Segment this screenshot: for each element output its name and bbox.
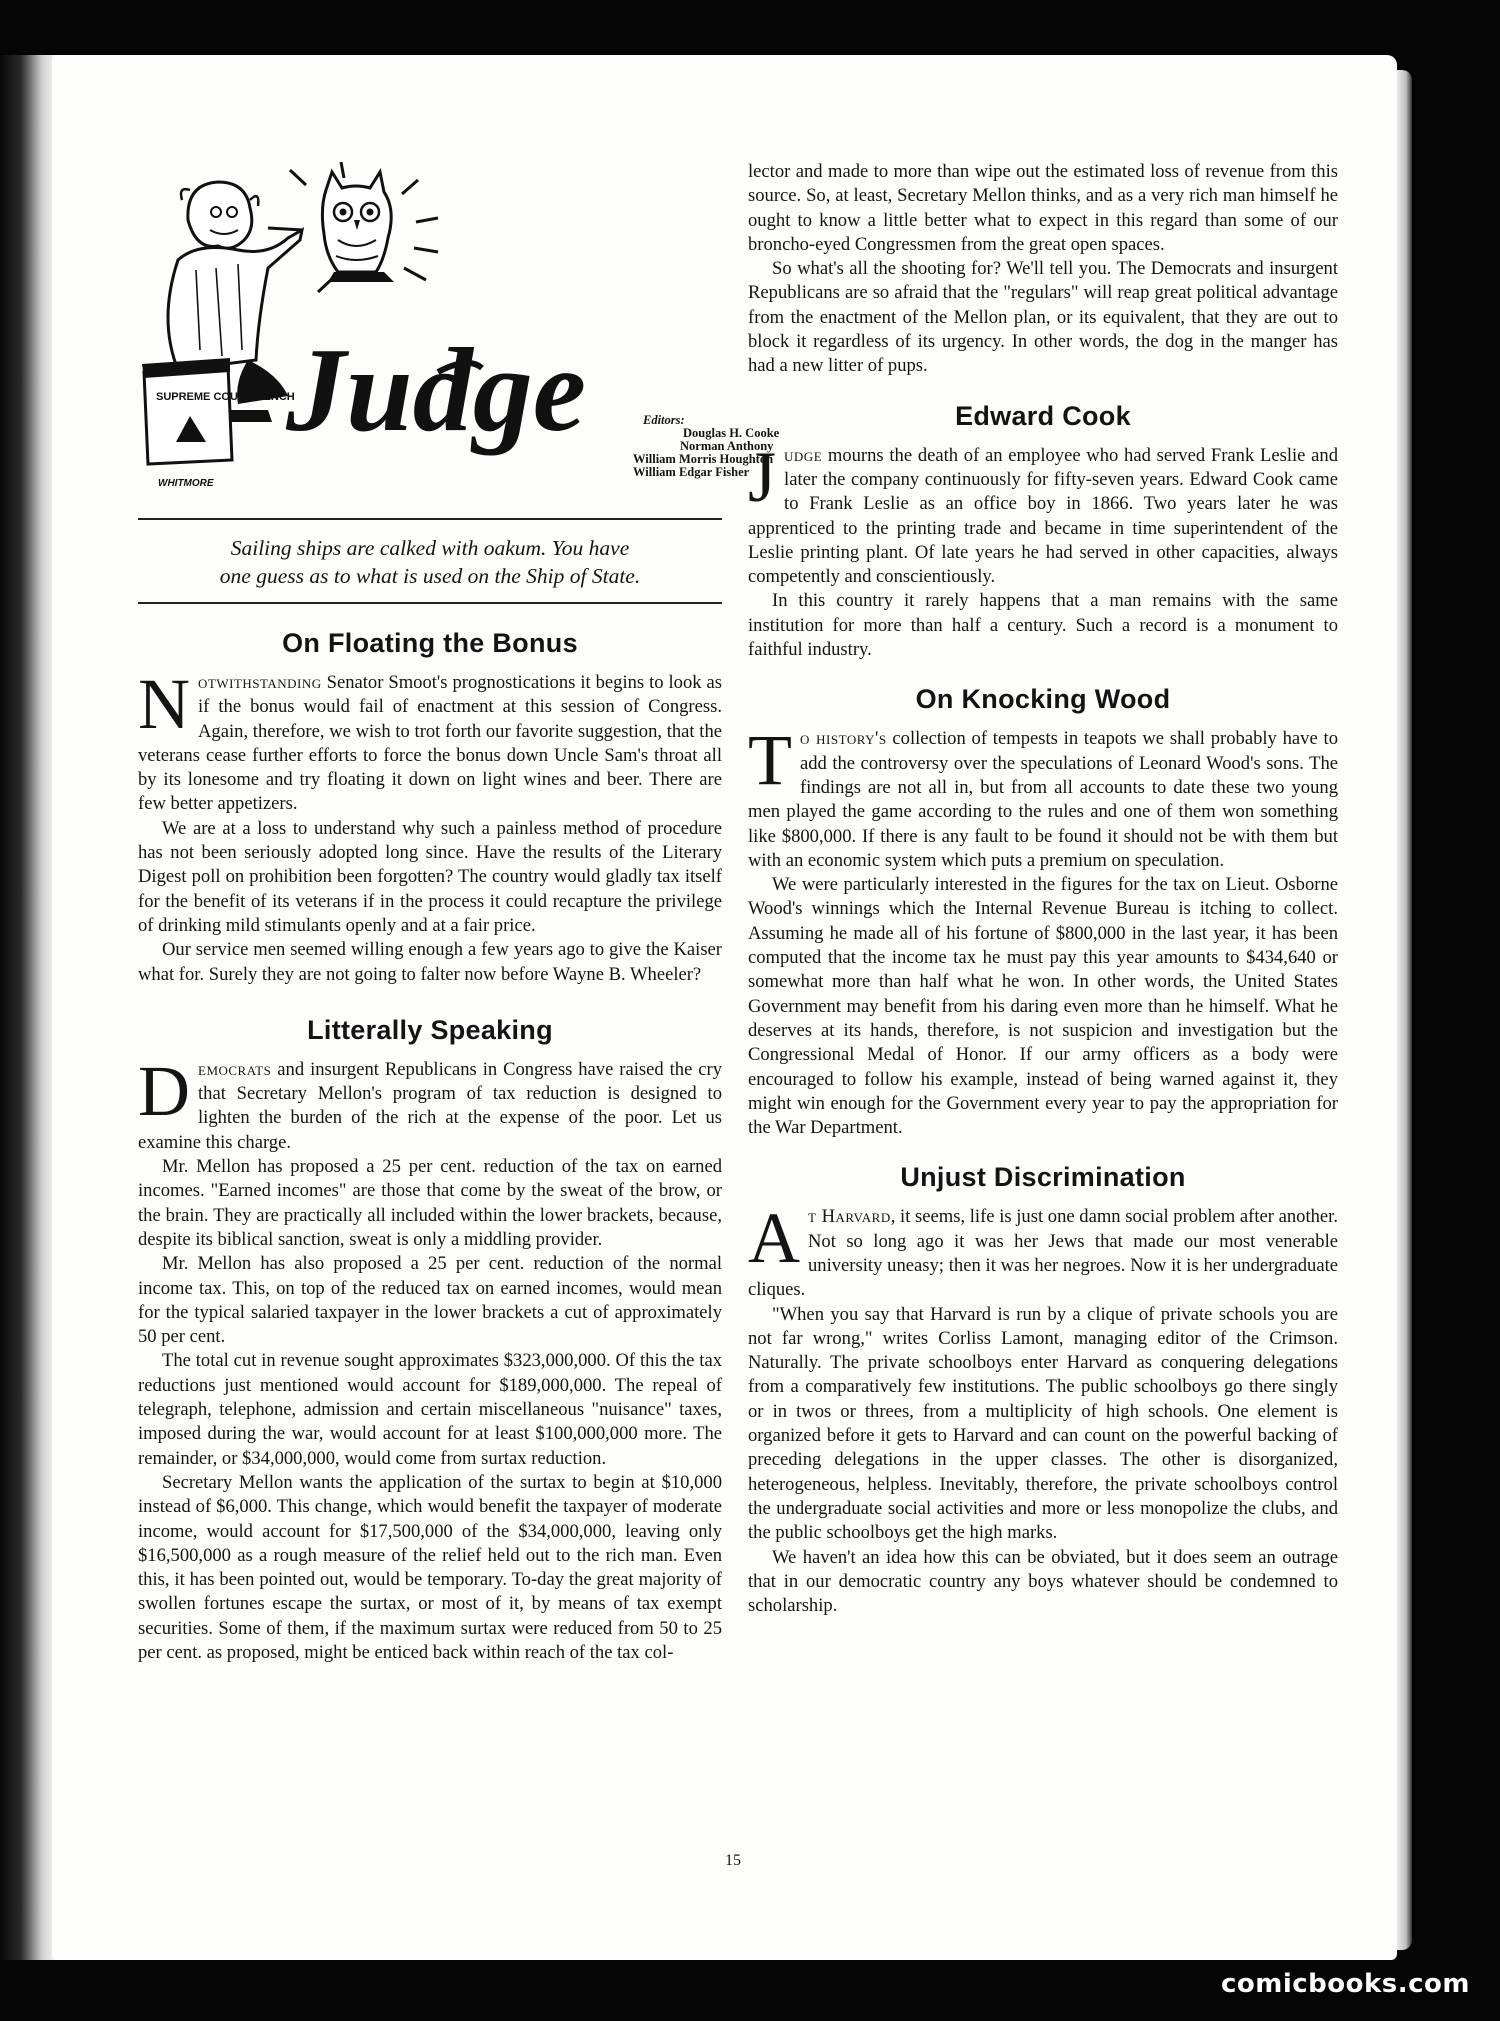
edward-cook-paragraph-1 — [748, 436, 1338, 590]
judge-logo-text: Judge — [286, 323, 586, 456]
article-title-unjust-discrimination: Unjust Discrimination — [900, 1162, 1186, 1193]
paragraph-text: , it seems, life is just one damn social problem after another. Not so long ago it was her Jews that made our most venerable university uneasy; then it was her negroes. Now it is her undergraduate cliques. — [748, 1206, 1338, 1301]
unjust-paragraph-3: We haven't an idea how this can be obviated, but it does seem an outrage that in our democratic country any boys whatever should be condemned to scholarship. — [748, 1546, 1338, 1617]
editor-name: William Morris Houghton — [633, 452, 774, 466]
lead-small-caps: otwithstanding — [198, 672, 322, 693]
page-number: 15 — [725, 1852, 741, 1869]
litterally-paragraph-7: So what's all the shooting for? We'll tell you. The Democrats and insurgent Republicans are so afraid that the "regulars" will reap great political advantage from the enactment of the Mellon plan, or its equivalent, that they are out to block it regardless of its urgency. In other words, the dog in the manger has had a new litter of pups. — [748, 258, 1338, 377]
owl-icon — [322, 172, 394, 282]
article-title-knocking-wood: On Knocking Wood — [915, 684, 1171, 715]
litterally-paragraph-5: Secretary Mellon wants the application of the surtax to begin at $10,000 instead of $6,000. This change, which would benefit the taxpayer of moderate income, would account for $17,500,000 of the $34,000,000, leaving only $16,500,000 as a rough measure of the relief held out to the rich man. Even this, it has been pointed out, would be temporary. To-day the great majority of swollen fortunes escape the surtax, or most of it, by means of tax exempt securities. Some of them, if the maximum surtax were reduced from 50 to 25 per cent. as proposed, might be enticed back within reach of the tax col- — [138, 1471, 722, 1663]
drop-cap: N — [138, 664, 190, 744]
article-title-floating-bonus: On Floating the Bonus — [282, 628, 578, 658]
supreme-court-bench-box — [142, 358, 295, 464]
epigraph-line-2: one guess as to what is used on the Ship of State. — [219, 564, 641, 588]
paragraph-text: mourns the death of an employee who had served Frank Leslie and later the company continuously for fifty-seven years. Edward Cook came to Frank Leslie as an office boy in 1866. Two years later he was apprenticed to the printing trade and became in time superintendent of the Leslie printing plant. Of late years he had served in other capacities, always competently and conscientiously. — [748, 444, 1338, 588]
right-column — [748, 160, 1338, 1618]
watermark: comicbooks.com — [1220, 1969, 1470, 1999]
edward-cook-paragraph-2: In this country it rarely happens that a man remains with the same institution for more than half a century. Such a record is a monument to faithful industry. — [748, 590, 1338, 661]
knocking-wood-paragraph-2: We were particularly interested in the figures for the tax on Lieut. Osborne Wood's winnings which the Internal Revenue Bureau is itching to collect. Assuming he made all of his fortune of $800,000 in the last year, it has been computed that the income tax he must pay this year amounts to $434,640 or somewhat more than half what he won. In other words, the United States Government may benefit from his daring even more than he himself. What he deserves at its hands, therefore, is not suspicion and investigation but the Congressional Medal of Honor. If our army officers as a body were encouraged to follow his example, instead of being warned against it, they might win enough for the Government every year to pay the appropriation for the War Department. — [748, 874, 1338, 1139]
article-title-litterally-speaking: Litterally Speaking — [307, 1014, 553, 1045]
unjust-paragraph-1 — [748, 1198, 1338, 1302]
knocking-wood-paragraph-1 — [748, 720, 1338, 873]
editor-name: Douglas H. Cooke — [683, 426, 780, 440]
binding-spine — [0, 55, 60, 1960]
lead-small-caps: emocrats — [198, 1058, 272, 1080]
litterally-paragraph-3: Mr. Mellon has also proposed a 25 per cent. reduction of the normal income tax. This, on top of the reduced tax on earned incomes, would mean for the typical salaried taxpayer in the lower brackets a cut of approximately 50 per cent. — [138, 1253, 722, 1348]
editor-name: William Edgar Fisher — [633, 465, 750, 479]
drop-cap: A — [748, 1198, 800, 1279]
litterally-paragraph-1 — [138, 1050, 722, 1155]
litterally-paragraph-2: Mr. Mellon has proposed a 25 per cent. reduction of the tax on earned incomes. "Earned incomes" are those that come by the sweat of the brow, or the brain. They are practically all included within the lower brackets, because, despite its biblical sanction, sweat is only a middling provider. — [138, 1156, 722, 1250]
paragraph-text: Senator Smoot's prognostications it begins to look as if the bonus would fail of enactment at this session of Congress. Again, therefore, we wish to trot forth our favorite suggestion, that the veterans cease further efforts to force the bonus down Uncle Sam's throat all by its lonesome and try floating it down on light wines and beer. There are few better appetizers. — [138, 672, 722, 815]
masthead — [138, 160, 780, 510]
epigraph-bottom-rule — [138, 602, 722, 604]
left-column — [138, 160, 780, 1665]
paragraph-text: collection of tempests in teapots we shall probably have to add the controversy over the speculations of Leonard Wood's sons. The findings are not all in, but from all accounts to date these two young men played the game according to the rules and one of them won something like $800,000. If there is any fault to be found it should not be with them but with an economic system which puts a premium on speculation. — [748, 728, 1338, 871]
floating-bonus-paragraph-2: We are at a loss to understand why such a painless method of procedure has not been seriously adopted long since. Have the results of the Literary Digest poll on prohibition been forgotten? The country would gladly tax itself for the benefit of its veterans if in the process it could recapture the privilege of drinking mild stimulants openly and at a fair price. — [138, 817, 722, 936]
epigraph — [138, 520, 722, 602]
article-title-edward-cook: Edward Cook — [955, 400, 1131, 431]
editor-name: Norman Anthony — [680, 439, 774, 453]
artist-signature: WHITMORE — [158, 478, 214, 489]
drop-cap: D — [138, 1050, 190, 1131]
floating-bonus-paragraph-1 — [138, 664, 722, 817]
paragraph-text: and insurgent Republicans in Congress have raised the cry that Secretary Mellon's program of tax reduction is designed to lighten the burden of the rich at the expense of the poor. Let us examine this charge. — [138, 1058, 722, 1153]
lead-small-caps: o history's — [799, 728, 887, 750]
drop-cap: J — [748, 436, 777, 517]
epigraph-line-1: Sailing ships are calked with oakum. You have — [230, 536, 630, 560]
lead-small-caps: udge — [784, 444, 823, 466]
litterally-paragraph-continued: lector and made to more than wipe out the estimated loss of revenue from this source. So, at least, Secretary Mellon thinks, and as a very rich man himself he ought to know a little better what to expect in this regard than some of our broncho-eyed Congressmen from the great open spaces. — [748, 161, 1338, 255]
litterally-paragraph-4: The total cut in revenue sought approximates $323,000,000. Of this the tax reductions just mentioned would account for $189,000,000. The repeal of telegraph, telephone, admission and certain miscellaneous "nuisance" taxes, imposed during the war, would account for at least $100,000,000 more. The remainder, or $34,000,000, would come from surtax reduction. — [138, 1350, 722, 1469]
drop-cap: T — [748, 720, 792, 801]
floating-bonus-paragraph-3: Our service men seemed willing enough a few years ago to give the Kaiser what for. Surely they are not going to falter now before Wayne B. Wheeler? — [138, 939, 722, 985]
bench-box-label: SUPREME COURT BENCH — [156, 391, 295, 403]
lead-small-caps: t Harvard — [808, 1206, 891, 1228]
editors-label: Editors: — [643, 413, 685, 427]
unjust-paragraph-2: "When you say that Harvard is run by a clique of private schools you are not far wrong," writes Corliss Lamont, managing editor of the Crimson. Naturally. The private schoolboys enter Harvard as conquering delegations from a comparatively few institutions. The public schoolboys go there singly or in twos or threes, from a multiplicity of high schools. One element is organized before it gets to Harvard and can count on the powerful backing of preceding delegations in the upper classes. The other is disorganized, heterogeneous, helpless. Inevitably, therefore, the private schoolboys control the undergraduate social activities and more or less monopolize the clubs, and the public schoolboys get the high marks. — [748, 1303, 1338, 1544]
